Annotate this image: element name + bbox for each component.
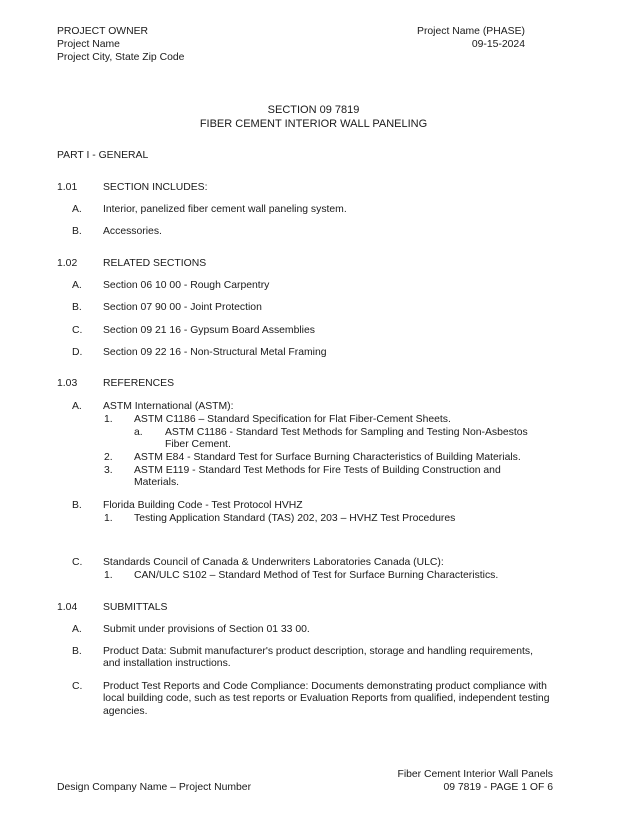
paragraph-label: B. xyxy=(72,500,82,511)
article-number: 1.02 xyxy=(57,258,78,269)
paragraph-label: C. xyxy=(72,681,83,692)
article-title: SECTION INCLUDES: xyxy=(103,182,208,193)
subparagraph-text: Testing Application Standard (TAS) 202, 203 – HVHZ Test Procedures xyxy=(134,513,456,524)
section-name: FIBER CEMENT INTERIOR WALL PANELING xyxy=(199,118,428,130)
subparagraph-label: 3. xyxy=(104,465,113,476)
article-number: 1.04 xyxy=(57,602,78,613)
paragraph-label: A. xyxy=(72,401,82,412)
paragraph-text: Section 09 21 16 - Gypsum Board Assemblies xyxy=(103,325,315,336)
paragraph-label: B. xyxy=(72,646,82,657)
item-text: ASTM C1186 - Standard Test Methods for Sampling and Testing Non-Asbestos Fiber Cement. xyxy=(165,427,528,451)
part-heading: PART I - GENERAL xyxy=(57,150,149,161)
subparagraph-label: 1. xyxy=(104,513,113,524)
subparagraph-label: 2. xyxy=(104,452,113,463)
paragraph-text: Accessories. xyxy=(103,226,162,237)
paragraph-label: C. xyxy=(72,325,83,336)
subparagraph-label: 1. xyxy=(104,414,113,425)
subparagraph-text: ASTM C1186 – Standard Specification for Flat Fiber-Cement Sheets. xyxy=(134,414,451,425)
section-number: SECTION 09 7819 xyxy=(267,104,360,116)
paragraph-label: A. xyxy=(72,280,82,291)
footer-page-info: 09 7819 - PAGE 1 OF 6 xyxy=(443,782,553,793)
project-location: Project City, State Zip Code xyxy=(57,52,185,63)
paragraph-text: Product Data: Submit manufacturer's product description, storage and handling requirements, and installation instructions. xyxy=(103,646,533,670)
article-number: 1.01 xyxy=(57,182,78,193)
paragraph-label: A. xyxy=(72,624,82,635)
paragraph-label: C. xyxy=(72,557,83,568)
item-label: a. xyxy=(134,427,143,438)
subparagraph-label: 1. xyxy=(104,570,113,581)
paragraph-text: Product Test Reports and Code Compliance: Documents demonstrating product compliance with local building code, such as test reports or Evaluation Reports from qualified, independent testing agencies. xyxy=(103,681,550,717)
article-title: REFERENCES xyxy=(103,378,175,389)
paragraph-text: Florida Building Code - Test Protocol HVHZ xyxy=(103,500,303,511)
article-number: 1.03 xyxy=(57,378,78,389)
paragraph-text: Section 07 90 00 - Joint Protection xyxy=(103,302,262,313)
project-owner: PROJECT OWNER xyxy=(57,26,149,37)
footer-document-title: Fiber Cement Interior Wall Panels xyxy=(397,769,553,780)
paragraph-label: B. xyxy=(72,226,82,237)
project-name: Project Name xyxy=(57,39,120,50)
subparagraph-text: ASTM E119 - Standard Test Methods for Fire Tests of Building Construction and Materials. xyxy=(134,465,501,489)
paragraph-text: Standards Council of Canada & Underwriters Laboratories Canada (ULC): xyxy=(103,557,444,568)
paragraph-label: D. xyxy=(72,347,83,358)
paragraph-label: B. xyxy=(72,302,82,313)
document-date: 09-15-2024 xyxy=(471,39,525,50)
paragraph-text: ASTM International (ASTM): xyxy=(103,401,234,412)
subparagraph-text: CAN/ULC S102 – Standard Method of Test for Surface Burning Characteristics. xyxy=(134,570,499,581)
article-title: RELATED SECTIONS xyxy=(103,258,207,269)
paragraph-text: Section 09 22 16 - Non-Structural Metal Framing xyxy=(103,347,327,358)
paragraph-text: Submit under provisions of Section 01 33 00. xyxy=(103,624,310,635)
subparagraph-text: ASTM E84 - Standard Test for Surface Burning Characteristics of Building Materials. xyxy=(134,452,521,463)
footer-company: Design Company Name – Project Number xyxy=(57,782,252,793)
paragraph-text: Section 06 10 00 - Rough Carpentry xyxy=(103,280,270,291)
paragraph-label: A. xyxy=(72,204,82,215)
paragraph-text: Interior, panelized fiber cement wall paneling system. xyxy=(103,204,347,215)
project-phase: Project Name (PHASE) xyxy=(417,26,525,37)
article-title: SUBMITTALS xyxy=(103,602,168,613)
